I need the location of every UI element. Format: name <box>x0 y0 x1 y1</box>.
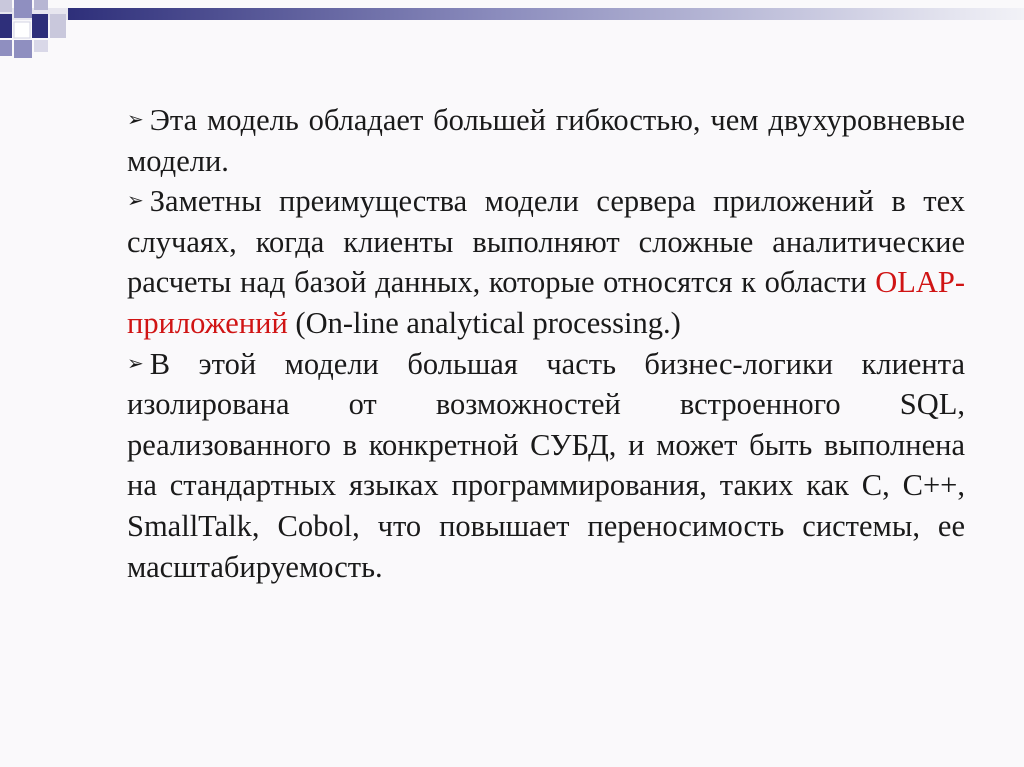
paragraph-2-text-after: (On-line analytical processing.) <box>287 305 681 340</box>
paragraph-2-text-before: Заметны преимущества модели сервера приложений в тех случаях, когда клиенты выполняют сложные аналитические расчеты над базой данных, которые относятся к области <box>127 184 965 300</box>
arrow-bullet-icon: ➢ <box>127 350 144 375</box>
paragraph-1 <box>127 100 965 181</box>
arrow-bullet-icon: ➢ <box>127 188 144 213</box>
arrow-bullet-icon: ➢ <box>127 107 144 131</box>
header-decoration <box>0 0 1024 60</box>
paragraph-3-text: В этой модели большая часть бизнес-логики клиента изолирована от возможностей встроенного SQL, реализованного в конкретной СУБД, и может быть выполнена на стандартных языках программирования, таких как C, C++, SmallTalk, Cobol, что повышает переносимость системы, ее масштабируемость. <box>127 346 965 584</box>
slide-body <box>127 100 965 587</box>
paragraph-3 <box>127 344 965 588</box>
paragraph-1-text: Эта модель обладает большей гибкостью, чем двухуровневые модели. <box>127 103 965 178</box>
olap-highlight: OLAP-приложений <box>127 265 965 340</box>
paragraph-2 <box>127 181 965 343</box>
